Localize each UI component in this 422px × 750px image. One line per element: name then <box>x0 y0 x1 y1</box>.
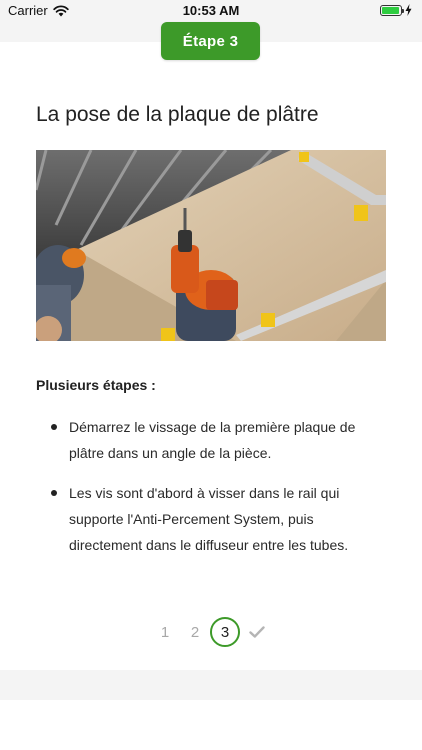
photo-illustration <box>36 150 386 341</box>
battery-fill <box>382 7 399 14</box>
battery-indicator <box>380 4 412 16</box>
page-title: La pose de la plaque de plâtre <box>36 103 319 126</box>
list-item <box>36 480 386 558</box>
list-item-text: Démarrez le vissage de la première plaque de plâtre dans un angle de la pièce. <box>69 419 356 461</box>
bullet-dot <box>51 424 57 430</box>
footer-band <box>0 670 422 700</box>
battery-icon <box>380 5 402 16</box>
status-bar <box>0 0 422 22</box>
list-item-text: Les vis sont d'abord à visser dans le rail qui supporte l'Anti-Percement System, puis directement dans le diffuseur entre les tubes. <box>69 485 349 553</box>
steps-heading: Plusieurs étapes : <box>36 377 156 393</box>
carrier-label: Carrier <box>8 3 48 18</box>
step-badge: Étape 3 <box>161 22 260 60</box>
list-item <box>36 414 386 466</box>
page-indicator-1[interactable]: 1 <box>160 623 170 641</box>
step-pagination <box>0 617 422 647</box>
page-indicator-done[interactable] <box>242 617 272 647</box>
bullet-dot <box>51 490 57 496</box>
charging-bolt-icon <box>405 4 412 16</box>
page-indicator-2[interactable]: 2 <box>190 623 200 641</box>
status-time: 10:53 AM <box>182 3 240 18</box>
page-indicator-3-current[interactable]: 3 <box>210 617 240 647</box>
steps-list <box>36 414 386 572</box>
drywall-installation-photo <box>36 150 386 341</box>
checkmark-icon <box>249 626 265 638</box>
